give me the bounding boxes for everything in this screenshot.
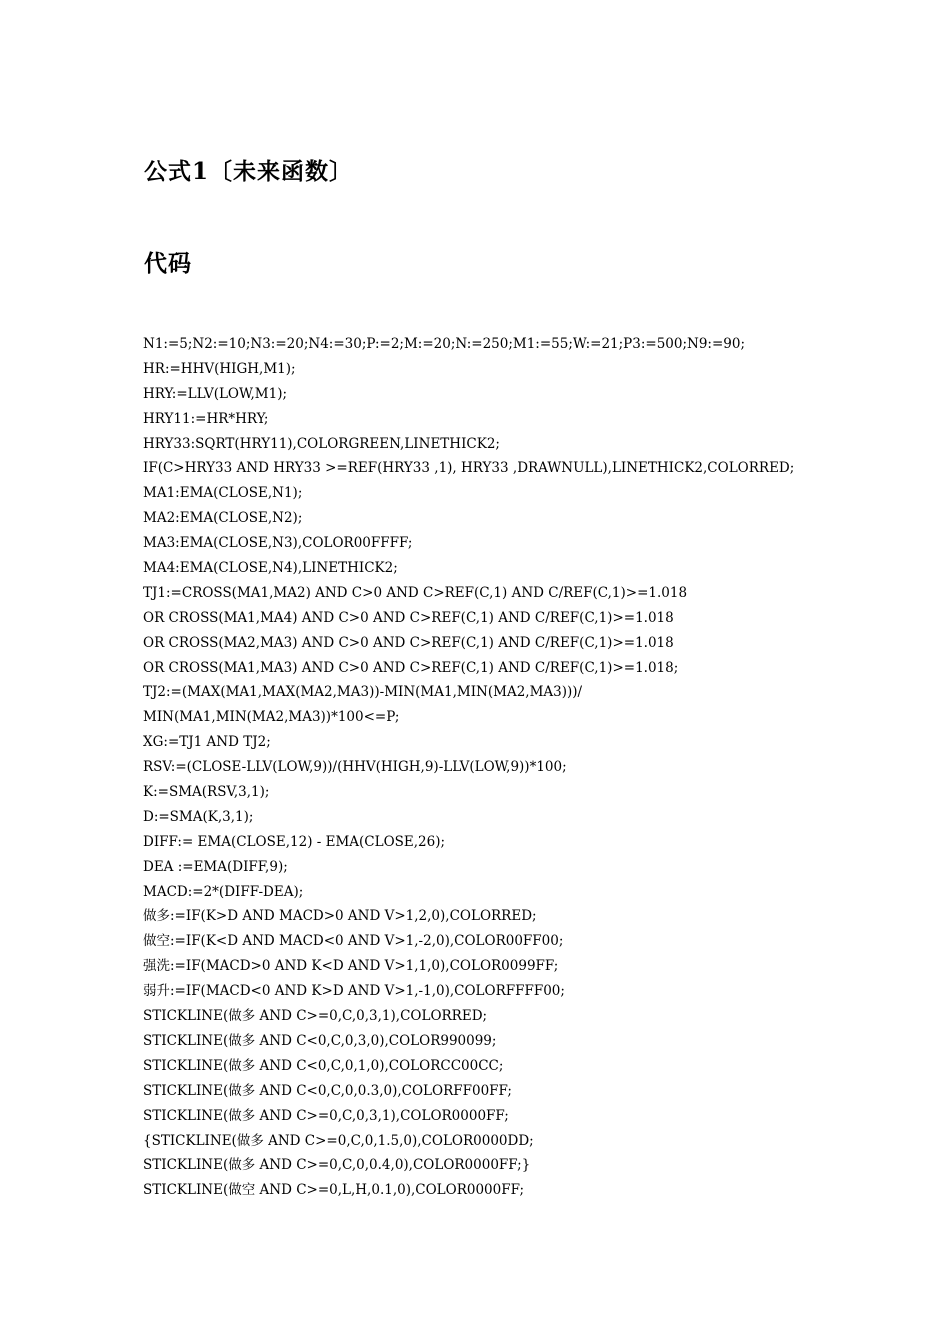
code-line: STICKLINE(做多 AND C<0,C,0,0.3,0),COLORFF00FF; (143, 1082, 512, 1099)
code-line: OR CROSS(MA2,MA3) AND C>0 AND C>REF(C,1) AND C/REF(C,1)>=1.018 (143, 634, 674, 651)
code-line: MA2:EMA(CLOSE,N2); (143, 510, 303, 527)
code-line: 做空:=IF(K<D AND MACD<0 AND V>1,-2,0),COLOR00FF00; (143, 933, 564, 950)
code-line: DEA :=EMA(DIFF,9); (143, 858, 288, 875)
code-line: D:=SMA(K,3,1); (143, 808, 254, 825)
code-line: OR CROSS(MA1,MA3) AND C>0 AND C>REF(C,1) AND C/REF(C,1)>=1.018; (143, 659, 679, 676)
code-block (143, 332, 933, 1203)
code-line: {STICKLINE(做多 AND C>=0,C,0,1.5,0),COLOR0000DD; (143, 1132, 534, 1149)
code-line: HRY11:=HR*HRY; (143, 410, 269, 427)
code-line: MA4:EMA(CLOSE,N4),LINETHICK2; (143, 560, 398, 577)
code-line: TJ2:=(MAX(MA1,MAX(MA2,MA3))-MIN(MA1,MIN(MA2,MA3)))/ (143, 684, 583, 701)
code-line: 弱升:=IF(MACD<0 AND K>D AND V>1,-1,0),COLORFFFF00; (143, 983, 565, 1000)
code-line: HRY:=LLV(LOW,M1); (143, 385, 288, 402)
code-line: STICKLINE(做多 AND C>=0,C,0,3,1),COLORRED; (143, 1008, 488, 1025)
code-line: HR:=HHV(HIGH,M1); (143, 360, 296, 377)
code-line: MACD:=2*(DIFF-DEA); (143, 883, 304, 900)
code-line: STICKLINE(做多 AND C>=0,C,0,0.4,0),COLOR0000FF;} (143, 1157, 531, 1174)
code-line: N1:=5;N2:=10;N3:=20;N4:=30;P:=2;M:=20;N:=250;M1:=55;W:=21;P3:=500;N9:=90; (143, 336, 746, 352)
code-line: TJ1:=CROSS(MA1,MA2) AND C>0 AND C>REF(C,1) AND C/REF(C,1)>=1.018 (143, 584, 688, 601)
code-line: STICKLINE(做多 AND C<0,C,0,3,0),COLOR990099; (143, 1032, 497, 1049)
code-line: 强洗:=IF(MACD>0 AND K<D AND V>1,1,0),COLOR0099FF; (143, 958, 559, 975)
code-line: MA1:EMA(CLOSE,N1); (143, 485, 303, 502)
code-line: HRY33:SQRT(HRY11),COLORGREEN,LINETHICK2; (143, 435, 500, 452)
code-line: MA3:EMA(CLOSE,N3),COLOR00FFFF; (143, 535, 413, 552)
code-line: STICKLINE(做空 AND C>=0,L,H,0.1,0),COLOR0000FF; (143, 1182, 525, 1199)
code-line: OR CROSS(MA1,MA4) AND C>0 AND C>REF(C,1) AND C/REF(C,1)>=1.018 (143, 609, 674, 626)
code-line: K:=SMA(RSV,3,1); (143, 784, 270, 801)
code-line: STICKLINE(做多 AND C>=0,C,0,3,1),COLOR0000FF; (143, 1107, 509, 1124)
code-line: MIN(MA1,MIN(MA2,MA3))*100<=P; (143, 709, 400, 726)
code-line: DIFF:= EMA(CLOSE,12) - EMA(CLOSE,26); (143, 833, 446, 850)
code-line: XG:=TJ1 AND TJ2; (143, 734, 271, 751)
code-line: 做多:=IF(K>D AND MACD>0 AND V>1,2,0),COLORRED; (143, 908, 537, 925)
code-line: RSV:=(CLOSE-LLV(LOW,9))/(HHV(HIGH,9)-LLV(LOW,9))*100; (143, 759, 567, 776)
section-heading-code: 代码 (144, 250, 192, 277)
code-line: IF(C>HRY33 AND HRY33 >=REF(HRY33 ,1), HRY33 ,DRAWNULL),LINETHICK2,COLORRED; (143, 460, 795, 477)
document-title: 公式1〔未来函数〕 (144, 158, 354, 185)
code-line: STICKLINE(做多 AND C<0,C,0,1,0),COLORCC00CC; (143, 1057, 504, 1074)
